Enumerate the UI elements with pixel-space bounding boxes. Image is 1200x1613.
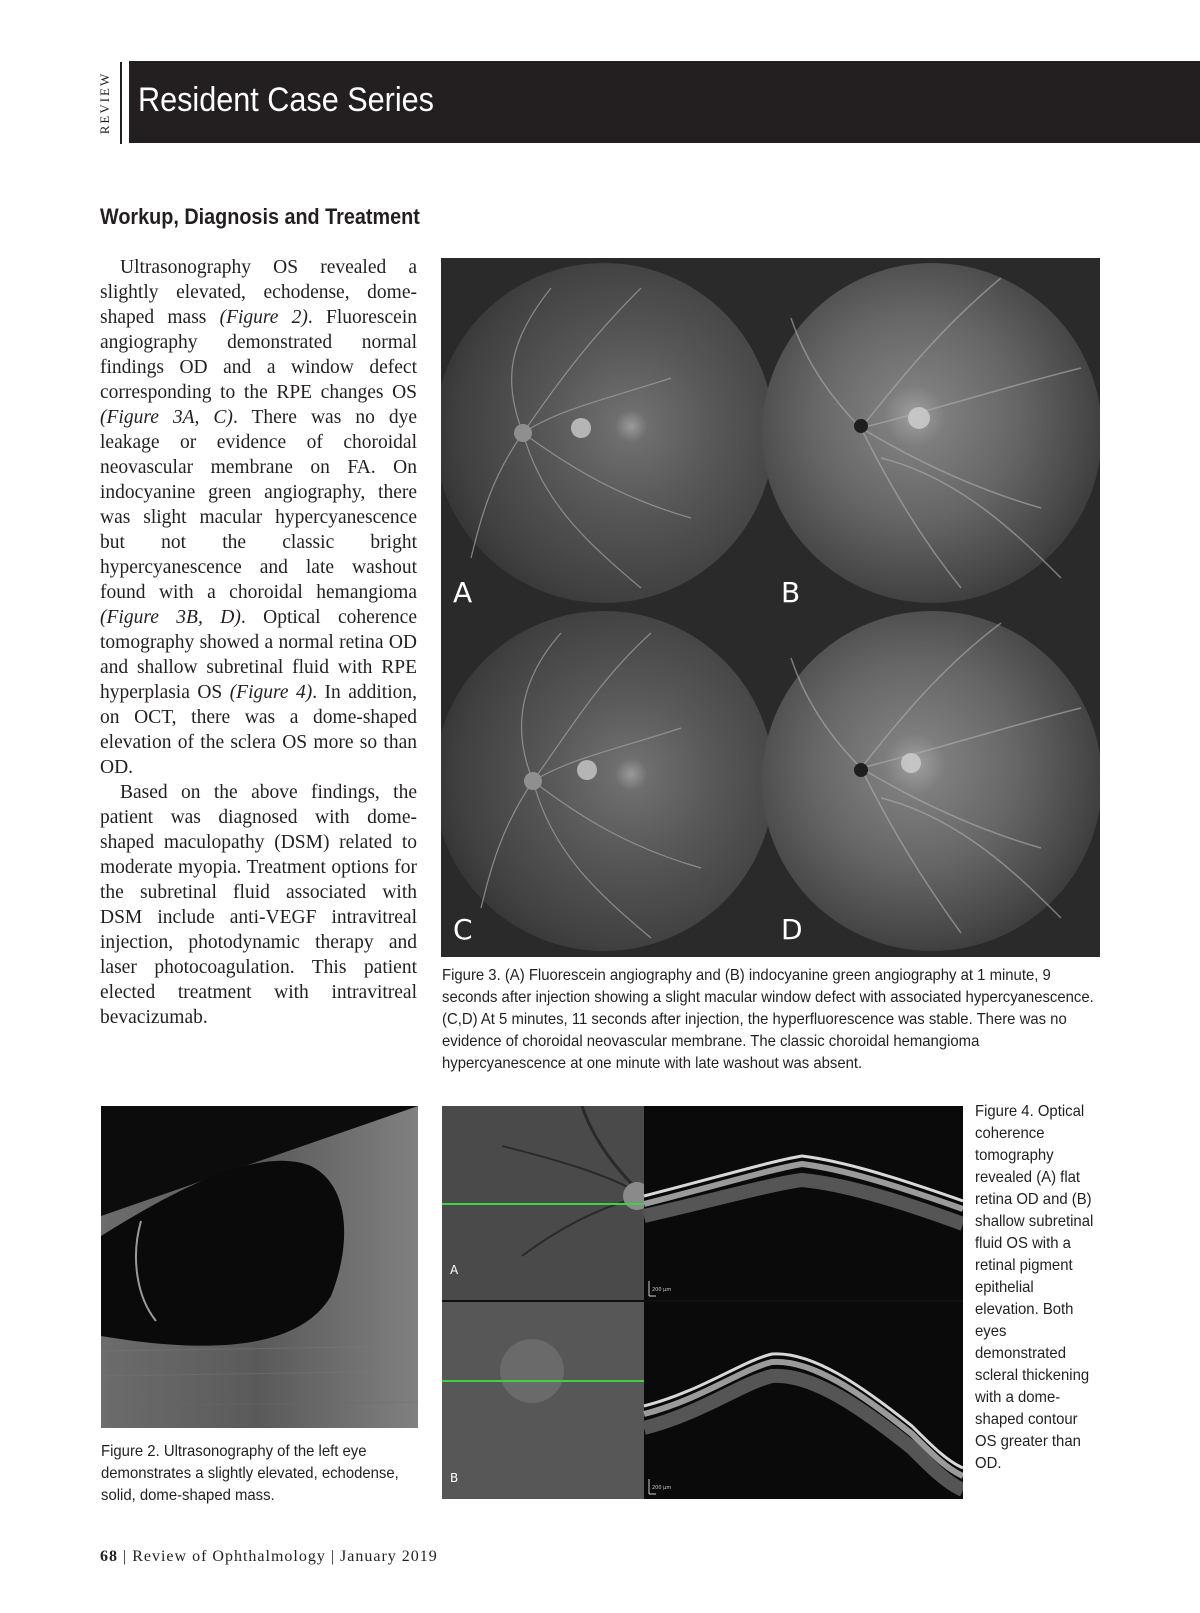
figure-3-panel-label-d: D xyxy=(781,913,803,946)
page-title: Resident Case Series xyxy=(138,81,434,119)
figure-2-image xyxy=(101,1106,418,1428)
figure-3-caption: Figure 3. (A) Fluorescein angiography and (B) indocyanine green angiography at 1 minute, 9 seconds after injection showing a slight macular window defect with associated hypercyanescence. (C,D) At 5 minutes, 11 seconds after injection, the hyperfluorescence was stable. There was no evidence of choroidal neovascular membrane. The classic choroidal hemangioma hypercyanescence at one minute with late washout was absent. xyxy=(442,967,1094,1072)
body-text-run: . Optical coherence tomography showed a normal retina OD and shallow subretinal fluid with RPE hyperplasia OS xyxy=(100,607,417,703)
figure-reference: (Figure 2) xyxy=(219,307,308,328)
figure-2-caption: Figure 2. Ultrasonography of the left eye demonstrates a slightly elevated, echodense, solid, dome-shaped mass. xyxy=(101,1443,399,1504)
publication-name: Review of Ophthalmology xyxy=(132,1548,326,1565)
section-tag-label: REVIEW xyxy=(97,71,112,135)
figure-reference: (Figure 3A, C) xyxy=(100,407,233,428)
figure-reference: (Figure 4) xyxy=(229,682,313,703)
body-text-run: . Fluorescein angiography demonstrated normal findings OD and a window defect corresponding to the RPE changes OS xyxy=(100,307,417,403)
figure-3-panel-label-b: B xyxy=(781,576,801,609)
figure-3-image xyxy=(441,258,1100,957)
article-body xyxy=(100,255,417,1030)
figure-3-angiography xyxy=(441,258,1100,957)
icg-fundus-b xyxy=(762,263,1100,603)
figure-4-oct xyxy=(442,1106,963,1499)
page-footer: 68 | Review of Ophthalmology | January 2019 xyxy=(100,1548,438,1565)
figure-4-scale-label-b: 200 µm xyxy=(652,1485,672,1491)
figure-4-image xyxy=(442,1106,963,1499)
section-tag xyxy=(90,62,122,144)
body-paragraph-1 xyxy=(100,255,417,780)
figure-2-ultrasound xyxy=(101,1106,418,1428)
issue-date: January 2019 xyxy=(340,1548,438,1565)
page-number: 68 xyxy=(100,1548,118,1565)
section-heading: Workup, Diagnosis and Treatment xyxy=(100,204,420,229)
figure-4-scale-label-a: 200 µm xyxy=(652,1287,672,1293)
icg-fundus-d xyxy=(762,611,1100,951)
body-text-run: Ultrasonography OS revealed a slightly elevated, echodense, dome-shaped mass xyxy=(100,257,417,328)
figure-3-panel-label-c: C xyxy=(453,913,473,946)
figure-3-panel-label-a: A xyxy=(453,576,473,609)
figure-4-panel-label-b: B xyxy=(450,1471,459,1485)
figure-4-caption: Figure 4. Optical coherence tomography revealed (A) flat retina OD and (B) shallow subretinal fluid OS with a retinal pigment epithelial elevation. Both eyes demonstrated scleral thickening with a dome-shaped contour OS greater than OD. xyxy=(975,1103,1094,1472)
body-text-run: . In addition, on OCT, there was a dome-shaped elevation of the sclera OS more so than OD. xyxy=(100,682,417,778)
figure-4-panel-label-a: A xyxy=(450,1263,459,1277)
body-text-run: . There was no dye leakage or evidence of choroidal neovascular membrane on FA. On indocyanine green angiography, there was slight macular hypercyanescence but not the classic bright hypercyanescence and late washout found with a choroidal hemangioma xyxy=(100,407,417,603)
body-paragraph-2: Based on the above findings, the patient was diagnosed with dome-shaped maculopathy (DSM) related to moderate myopia. Treatment options for the subretinal fluid associated with DSM include anti-VEGF intravitreal injection, photodynamic therapy and laser photocoagulation. This patient elected treatment with intravitreal bevacizumab. xyxy=(100,782,417,1028)
figure-reference: (Figure 3B, D) xyxy=(100,607,241,628)
fa-fundus-a xyxy=(441,263,774,603)
header-bar xyxy=(129,61,1200,143)
